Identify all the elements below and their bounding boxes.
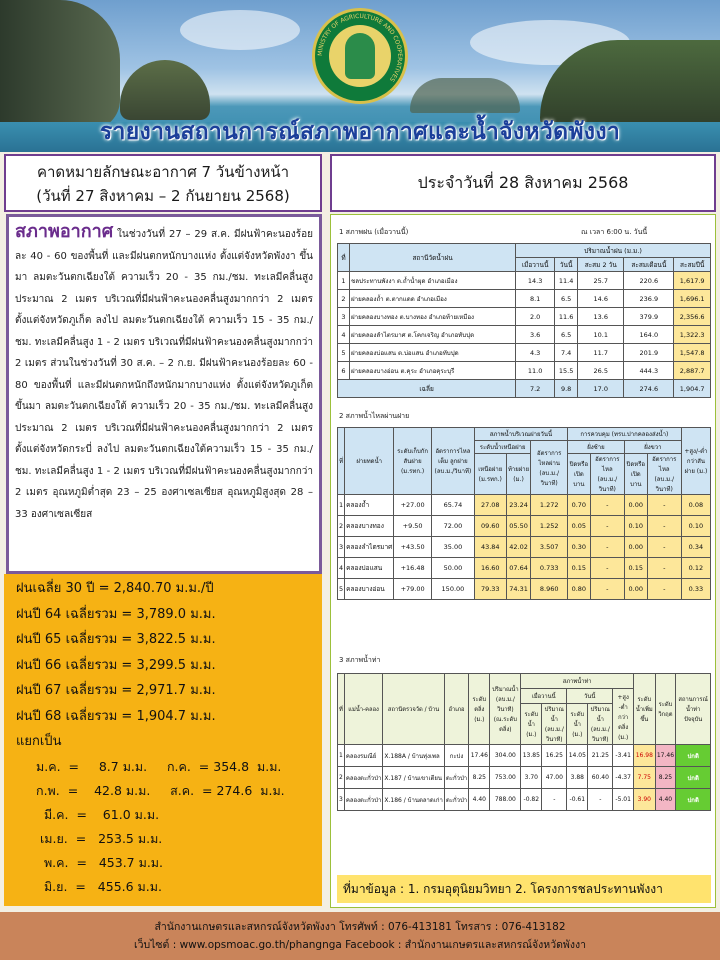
rain-month-row: ก.พ. = 42.8 ม.ม. ส.ค. = 274.6 ม.ม.: [36, 782, 285, 798]
cell-right-rate: -: [647, 537, 681, 558]
cell-yesterday: 2.0: [516, 308, 555, 326]
cell-t-flow: -: [588, 789, 613, 811]
weather-heading: สภาพอากาศ: [15, 221, 114, 242]
col-today-state: สภาพน้ำบริเวณฝายวันนี้: [474, 428, 567, 441]
cell-y-level: 13.85: [521, 745, 542, 767]
rain-year-68: ฝนปี 68 เฉลี่ยรวม = 1,904.7 ม.ม.: [16, 708, 216, 724]
island-mid: [120, 60, 210, 120]
cell-weir: คลองบ่อแสน: [345, 558, 394, 579]
cell-capacity: 35.00: [431, 537, 474, 558]
cell-bank: 17.46: [469, 745, 490, 767]
cell-station: ฝายคลองบางอ่อน ต.คุระ อำเภอคุระบุรี: [350, 362, 516, 380]
col-t-flow: ปริมาณน้ำ (ลบ.ม./วินาที): [588, 704, 613, 745]
cell-yesterday: 11.0: [516, 362, 555, 380]
cell-left-gate: 0.15: [567, 558, 590, 579]
cell-river: คลองรมณีย์: [344, 745, 383, 767]
cell-bank: 4.40: [469, 789, 490, 811]
rain-month-row: เม.ย. = 253.5 ม.ม.: [36, 830, 163, 846]
cell-no: 3: [338, 308, 350, 326]
rain-month-row: มี.ค. = 61.0 ม.ม.: [36, 806, 160, 822]
cell-river: คลองตะกั่วป่า: [344, 789, 383, 811]
cell-level: +27.00: [394, 495, 432, 516]
cell-right-gate: 0.00: [624, 537, 647, 558]
cell-status: ปกติ: [676, 789, 711, 811]
cell-yesterday: 4.3: [516, 344, 555, 362]
col-month: สะสมเดือนนี้: [624, 258, 674, 272]
cell-level: +16.48: [394, 558, 432, 579]
cell-amphoe: ตะกั่วป่า: [444, 767, 468, 789]
cell-flow: 1.252: [531, 516, 567, 537]
table-row: [338, 745, 711, 767]
footer-web: เว็บไซต์ : www.opsmoac.go.th/phangnga Facebook : สำนักงานเกษตรและสหกรณ์จังหวัดพังงา: [133, 939, 586, 951]
col-yesterday: เมื่อวานนี้: [516, 258, 555, 272]
col-y-level: ระดับน้ำ (ม.): [521, 704, 542, 745]
cell-today: 6.5: [555, 326, 578, 344]
col-diff: +สูง -ต่ำกว่าตลิ่ง (ม.): [613, 689, 634, 745]
cell-year: 1,696.1: [674, 290, 711, 308]
cell-rise: 3.90: [634, 789, 655, 811]
header-banner: [0, 0, 720, 152]
island-left: [0, 0, 120, 130]
cell-yesterday: 3.6: [516, 326, 555, 344]
rain-month-row: พ.ค. = 453.7 ม.ม.: [36, 854, 164, 870]
col-control: การควบคุม (ทรบ.ปากคลองส่งน้ำ): [567, 428, 681, 441]
rain-month-row: มิ.ย. = 455.6 ม.ม.: [36, 878, 162, 894]
cell-left-gate: 0.30: [567, 537, 590, 558]
rain-summary: [4, 574, 322, 906]
col-no: ที่: [338, 428, 345, 495]
cell-month: 201.9: [624, 344, 674, 362]
cell-station: ฝายคลองบางทอง ต.บางทอง อำเภอท้ายเหมือง: [350, 308, 516, 326]
footer-contact: สำนักงานเกษตรและสหกรณ์จังหวัดพังงา โทรศัพท์ : 076-413181 โทรสาร : 076-413182: [154, 921, 566, 933]
cell-today: 15.5: [555, 362, 578, 380]
col-amount: ปริมาณน้ำฝน (ม.ม.): [516, 244, 711, 258]
rain-year-65: ฝนปี 65 เฉลี่ยรวม = 3,822.5 ม.ม.: [16, 632, 216, 647]
cell-diff: 0.34: [681, 537, 710, 558]
cell-right-gate: 0.00: [624, 579, 647, 600]
cell-month: 164.0: [624, 326, 674, 344]
cell-up: 16.60: [474, 558, 506, 579]
cell-capacity: 65.74: [431, 495, 474, 516]
cell-station: ฝายคลองบ่อแสน ต.บ่อแสน อำเภอทับปุด: [350, 344, 516, 362]
avg-year: 1,904.7: [674, 380, 711, 398]
cell-month: 220.6: [624, 272, 674, 290]
cell-right-rate: -: [647, 495, 681, 516]
col-status: สถานการณ์ น้ำท่าปัจจุบัน: [676, 674, 711, 745]
cell-flow: 3.507: [531, 537, 567, 558]
cell-no: 1: [338, 272, 350, 290]
forecast-title: คาดหมายลักษณะอากาศ 7 วันข้างหน้า: [36, 163, 290, 181]
cell-no: 1: [338, 745, 345, 767]
avg-yesterday: 7.2: [516, 380, 555, 398]
cell-right-gate: 0.10: [624, 516, 647, 537]
col-no: ที่: [338, 674, 345, 745]
table-row: [338, 495, 711, 516]
col-critical: ระดับวิกฤต: [655, 674, 676, 745]
forecast-range: (วันที่ 27 สิงหาคม – 2 กันยายน 2568): [36, 187, 290, 205]
col-rise: ระดับน้ำเพิ่มขึ้น: [634, 674, 655, 745]
cell-no: 3: [338, 789, 345, 811]
footer: [0, 912, 720, 960]
cell-y-flow: -: [542, 789, 567, 811]
logo-ring-text: MINISTRY OF AGRICULTURE AND COOPERATIVES: [316, 12, 404, 83]
cell-today: 7.4: [555, 344, 578, 362]
cell-bank: 8.25: [469, 767, 490, 789]
cell-down: 07.64: [506, 558, 531, 579]
cell-year: 2,356.6: [674, 308, 711, 326]
cell-status: ปกติ: [676, 767, 711, 789]
cell-year: 1,322.3: [674, 326, 711, 344]
col-year: สะสมปีนี้: [674, 258, 711, 272]
cell-right-rate: -: [647, 579, 681, 600]
table-row: [338, 362, 711, 380]
cell-left-rate: -: [590, 537, 624, 558]
cell-up: 09.60: [474, 516, 506, 537]
cell-t-level: -0.61: [567, 789, 588, 811]
col-left-bank: ฝั่งซ้าย: [567, 441, 624, 454]
weir-section-title: 2 สภาพน้ำไหลผ่านฝาย: [339, 412, 410, 420]
col-t-level: ระดับน้ำ (ม.): [567, 704, 588, 745]
cell-station: ชลประทานพังงา ต.ถ้ำน้ำผุด อำเภอเมือง: [350, 272, 516, 290]
data-panel: [330, 214, 716, 908]
avg-label: เฉลี่ย: [338, 380, 516, 398]
col-amphoe: อำเภอ: [444, 674, 468, 745]
cell-critical: 17.46: [655, 745, 676, 767]
table-row: [338, 272, 711, 290]
cell-diff: 0.12: [681, 558, 710, 579]
cell-station: X.188A / บ้านทุ่งเพล: [383, 745, 444, 767]
weather-forecast: [6, 214, 322, 574]
cell-amphoe: ตะกั่วป่า: [444, 789, 468, 811]
cell-down: 42.02: [506, 537, 531, 558]
cell-down: 23.24: [506, 495, 531, 516]
cell-left-gate: 0.80: [567, 579, 590, 600]
col-capacity: ปริมาณน้ำ (ลบ.ม./วินาที) (ณ.ระดับตลิ่ง): [490, 674, 521, 745]
cell-right-gate: 0.00: [624, 495, 647, 516]
table-row: [338, 326, 711, 344]
cell-no: 2: [338, 767, 345, 789]
cell-rise: 16.98: [634, 745, 655, 767]
cell-left-gate: 0.05: [567, 516, 590, 537]
cell-yesterday: 8.1: [516, 290, 555, 308]
cell-diff: 0.08: [681, 495, 710, 516]
cell-y-level: 3.70: [521, 767, 542, 789]
cell-capacity: 50.00: [431, 558, 474, 579]
cell-2day: 11.7: [578, 344, 624, 362]
cell-no: 6: [338, 362, 350, 380]
cell-today: 11.6: [555, 308, 578, 326]
cell-yesterday: 14.3: [516, 272, 555, 290]
cell-critical: 4.40: [655, 789, 676, 811]
cell-down: 74.31: [506, 579, 531, 600]
cell-2day: 10.1: [578, 326, 624, 344]
cell-2day: 14.6: [578, 290, 624, 308]
col-y-flow: ปริมาณน้ำ (ลบ.ม./วินาที): [542, 704, 567, 745]
cell-capacity: 150.00: [431, 579, 474, 600]
cell-capacity: 304.00: [490, 745, 521, 767]
daily-date: ประจำวันที่ 28 สิงหาคม 2568: [330, 154, 716, 212]
cell-diff: -3.41: [613, 745, 634, 767]
col-bank: ระดับตลิ่ง (ม.): [469, 674, 490, 745]
cell-left-rate: -: [590, 579, 624, 600]
cell-rise: 7.75: [634, 767, 655, 789]
cell-left-rate: -: [590, 516, 624, 537]
cell-right-gate: 0.15: [624, 558, 647, 579]
weather-text: ในช่วงวันที่ 27 – 29 ส.ค. มีฝนฟ้าคะนองร้อยละ 40 - 60 ของพื้นที่ และมีฝนตกหนักบางแห่ง ตั้งแต่จังหวัดพังงา ขึ้นมา ลมตะวันตกเฉียงใต้ ความเร็ว 20 - 35 กม./ชม. ทะเลมีคลื่นสูงประมาณ 2 เมตร บริเวณที่มีฝนฟ้าคะนองคลื่นสูงมากกว่า 2 เมตรตั้งแต่จังหวัดภูเก็ต ลงไป ลมตะวันตกเฉียงใต้ ความเร็ว 15 - 35 กม./ชม. ทะเลมีคลื่นสูง 1 - 2 เมตร บริเวณที่มีฝนฟ้าคะนองคลื่นสูงมากกว่า 2 เมตร ส่วนในช่วงวันที่ 30 ส.ค. – 2 ก.ย. มีฝนฟ้าคะนองร้อยละ 60 - 80 ของพื้นที่ และมีฝนตกหนักถึงหนักมากบางแห่ง ตั้งแต่จังหวัดภูเก็ต ขึ้นมา ลมตะวันตกเฉียงใต้ ความเร็ว 20 - 35 กม./ชม. ทะเลมีคลื่นสูงประมาณ 2 เมตร บริเวณที่มีฝนฟ้าคะนองคลื่นสูงมากกว่า 2 เมตรตั้งแต่จังหวัดกระบี่ ลงไป ลมตะวันตกเฉียงใต้ความเร็ว 15 - 35 กม./ชม. ทะเลมีคลื่นสูง 1 - 2 เมตร บริเวณที่มีฝนฟ้าคะนองคลื่นสูงมากกว่า 2 เมตร อุณหภูมิต่ำสุด 23 – 25 องศาเซลเซียส อุณหภูมิสูงสุด 28 – 33 องศาเซลเซียส: [15, 229, 313, 520]
cell-diff: 0.10: [681, 516, 710, 537]
cell-no: 4: [338, 326, 350, 344]
cell-year: 1,617.9: [674, 272, 711, 290]
cell-t-level: 3.88: [567, 767, 588, 789]
cell-today: 6.5: [555, 290, 578, 308]
cell-no: 4: [338, 558, 345, 579]
table-row: [338, 290, 711, 308]
cell-diff: -4.37: [613, 767, 634, 789]
cell-river: คลองตะกั่วป่า: [344, 767, 383, 789]
col-flow: อัตราการไหลผ่าน (ลบ.ม./วินาที): [531, 441, 567, 495]
cell-2day: 13.6: [578, 308, 624, 326]
data-source: ที่มาข้อมูล : 1. กรมอุตุนิยมวิทยา 2. โครงการชลประทานพังงา: [337, 875, 711, 903]
cell-year: 1,547.8: [674, 344, 711, 362]
col-diff: +สูง/-ต่ำกว่าสันฝาย (ม.): [681, 428, 710, 495]
cell-weir: คลองบางทอง: [345, 516, 394, 537]
cell-up: 43.84: [474, 537, 506, 558]
rainfall-time: ณ เวลา 6:00 น. วันนี้: [581, 228, 648, 236]
cell-capacity: 788.00: [490, 789, 521, 811]
cell-critical: 8.25: [655, 767, 676, 789]
col-left-rate: อัตราการไหล (ลบ.ม./วินาที): [590, 454, 624, 495]
col-today: วันนี้: [555, 258, 578, 272]
table-row: [338, 308, 711, 326]
cell-month: 236.9: [624, 290, 674, 308]
cell-left-rate: -: [590, 495, 624, 516]
cell-no: 2: [338, 290, 350, 308]
col-capacity: อัตราการไหลเต็ม ลูกฝาย (ลบ.ม./วินาที): [431, 428, 474, 495]
avg-month: 274.6: [624, 380, 674, 398]
cell-no: 5: [338, 579, 345, 600]
cell-y-level: -0.82: [521, 789, 542, 811]
cell-no: 3: [338, 537, 345, 558]
cell-left-rate: -: [590, 558, 624, 579]
table-row: [338, 558, 711, 579]
cell-amphoe: กะปง: [444, 745, 468, 767]
cell-today: 11.4: [555, 272, 578, 290]
ministry-logo: [312, 8, 408, 104]
col-station: สถานีตรวจวัด / บ้าน: [383, 674, 444, 745]
island-far: [410, 78, 520, 113]
svg-text:MINISTRY OF AGRICULTURE AND CO: [317, 13, 403, 83]
col-today: วันนี้: [567, 689, 613, 704]
table-row: [338, 579, 711, 600]
cell-y-flow: 16.25: [542, 745, 567, 767]
cloud: [180, 10, 300, 50]
cell-t-level: 14.05: [567, 745, 588, 767]
cell-y-flow: 47.00: [542, 767, 567, 789]
col-weir: ฝายทดน้ำ: [345, 428, 394, 495]
cell-weir: คลองลำไตรมาศ: [345, 537, 394, 558]
table-row: [338, 344, 711, 362]
cell-no: 5: [338, 344, 350, 362]
cell-station: ฝายคลองลำไตรมาศ ต.โคกเจริญ อำเภอทับปุด: [350, 326, 516, 344]
rain-year-67: ฝนปี 67 เฉลี่ยรวม = 2,971.7 ม.ม.: [16, 683, 216, 698]
cell-flow: 0.733: [531, 558, 567, 579]
cell-t-flow: 60.40: [588, 767, 613, 789]
cell-down: 05.50: [506, 516, 531, 537]
cell-left-gate: 0.70: [567, 495, 590, 516]
col-current: สภาพน้ำท่า: [521, 674, 634, 689]
cell-station: ฝายคลองถ้ำ ต.ตากแดด อำเภอเมือง: [350, 290, 516, 308]
col-river: แม่น้ำ-คลอง: [344, 674, 383, 745]
cell-weir: คลองถ้ำ: [345, 495, 394, 516]
runoff-table: [337, 673, 711, 811]
cell-level: +43.50: [394, 537, 432, 558]
runoff-section-title: 3 สภาพน้ำท่า: [339, 656, 381, 664]
cell-level: +79.00: [394, 579, 432, 600]
cell-right-rate: -: [647, 516, 681, 537]
col-right-gate: ปิดหรือเปิดบาน: [624, 454, 647, 495]
cell-t-flow: 21.25: [588, 745, 613, 767]
col-left-gate: ปิดหรือเปิดบาน: [567, 454, 590, 495]
cell-up: 79.33: [474, 579, 506, 600]
cell-no: 1: [338, 495, 345, 516]
cell-flow: 8.960: [531, 579, 567, 600]
cell-no: 2: [338, 516, 345, 537]
rainfall-section-title: 1 สภาพฝน (เมื่อวานนี้): [339, 228, 409, 236]
col-right-rate: อัตราการไหล (ลบ.ม./วินาที): [647, 454, 681, 495]
cell-year: 2,887.7: [674, 362, 711, 380]
cell-up: 27.08: [474, 495, 506, 516]
rain-30yr-avg: ฝนเฉลี่ย 30 ปี = 2,840.70 ม.ม./ปี: [16, 581, 214, 596]
cell-month: 444.3: [624, 362, 674, 380]
cell-weir: คลองบางอ่อน: [345, 579, 394, 600]
col-down-level: ท้ายฝาย (ม.): [506, 454, 531, 495]
col-up-level: เหนือฝาย (ม.รทก.): [474, 454, 506, 495]
cell-station: X.186 / บ้านตลาดเก่า: [383, 789, 444, 811]
cell-flow: 1.272: [531, 495, 567, 516]
rain-month-row: ม.ค. = 8.7 ม.ม. ก.ค. = 354.8 ม.ม.: [36, 758, 282, 774]
cell-diff: 0.33: [681, 579, 710, 600]
cell-capacity: 72.00: [431, 516, 474, 537]
col-no: ที่: [338, 244, 350, 272]
avg-2day: 17.0: [578, 380, 624, 398]
col-upstream: ระดับน้ำเหนือฝาย: [474, 441, 531, 454]
table-row: [338, 537, 711, 558]
cell-month: 379.9: [624, 308, 674, 326]
rainfall-table: [337, 243, 711, 398]
cell-capacity: 753.00: [490, 767, 521, 789]
table-row: [338, 767, 711, 789]
col-level: ระดับเก็บกักสันฝาย (ม.รทก.): [394, 428, 432, 495]
cell-2day: 26.5: [578, 362, 624, 380]
rain-year-64: ฝนปี 64 เฉลี่ยรวม = 3,789.0 ม.ม.: [16, 606, 216, 622]
col-right-bank: ฝั่งขวา: [624, 441, 681, 454]
report-title: รายงานสถานการณ์สภาพอากาศและน้ำจังหวัดพังงา: [99, 119, 621, 145]
col-yesterday: เมื่อวานนี้: [521, 689, 567, 704]
cell-right-rate: -: [647, 558, 681, 579]
cell-status: ปกติ: [676, 745, 711, 767]
rain-year-66: ฝนปี 66 เฉลี่ยรวม = 3,299.5 ม.ม.: [16, 657, 216, 673]
cell-2day: 25.7: [578, 272, 624, 290]
weir-table: [337, 427, 711, 600]
col-2day: สะสม 2 วัน: [578, 258, 624, 272]
cell-level: +9.50: [394, 516, 432, 537]
rain-split-label: แยกเป็น: [16, 734, 62, 749]
cell-diff: -5.01: [613, 789, 634, 811]
col-station: สถานีวัดน้ำฝน: [350, 244, 516, 272]
avg-today: 9.8: [555, 380, 578, 398]
table-row: [338, 516, 711, 537]
forecast-header: [4, 154, 322, 212]
cell-station: X.187 / บ้านเขาเตียน: [383, 767, 444, 789]
table-row: [338, 789, 711, 811]
